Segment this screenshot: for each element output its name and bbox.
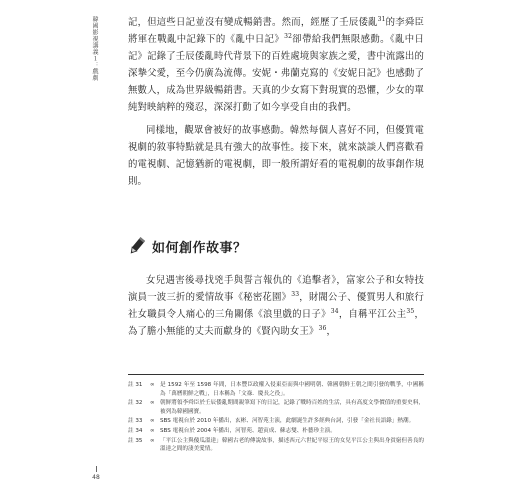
footnote-label: 註 32	[128, 400, 143, 407]
footnote-text: 「平江公主與傻瓜溫達」韓國古老的傳說故事，描述西元六世紀平原王的女兒平江公主與出身貧窮但善良的溫達之間的淒美愛情。	[160, 437, 424, 453]
section-title: 如何創作故事？	[152, 240, 247, 256]
running-head: 韓國影視講義１：戲劇	[91, 16, 98, 81]
footnote-text: 是 1592 年至 1598 年間，日本豐臣政權入侵東亞而與中國明朝、韓國朝鮮王朝之間引發的戰爭，中國稱為「萬曆朝鮮之戰」，日本稱為「文祿．慶長之役」。	[160, 382, 424, 397]
footnote-ref: 33	[291, 290, 300, 298]
page-number	[92, 466, 100, 481]
footnotes	[128, 381, 424, 455]
footnote-ref: 36	[318, 324, 327, 332]
footnote-label: 註 34	[128, 427, 143, 434]
footnote-mark: ∞	[150, 382, 155, 388]
footnote	[128, 381, 424, 398]
footnote-mark: ∞	[150, 427, 155, 434]
footnote-text: SBS 電視台於 2010 年播出，玄彬、河智苑主演，此劇誕生許多經典台詞，引發「金社長語錄」熱潮。	[160, 418, 415, 425]
footnote	[128, 427, 424, 436]
footnote-label: 註 33	[128, 418, 143, 425]
footnote-text: SBS 電視台於 2004 年播出，河智苑、趙寅成、蘇志燮、朴藝珍主演。	[160, 427, 336, 434]
paragraph: 記，但這些日記並沒有變成暢銷書。然而，經歷了壬辰倭亂$^{31}$的李舜臣將軍在戰亂中記錄下的《亂中日記》$^{32}$卻帶給我們無限感動。《亂中日記》記錄了壬辰倭亂時代背景下的百姓處境與家族之愛，書中流露出的深摯父愛，至今仍廣為流傳。安妮・弗蘭克寫的《安妮日記》也感動了無數人，成為世界級暢銷書。天真的少女寫下對現實的恐懼，少女的單純對映納粹的殘忍，深深打動了如今享受自由的我們。	[128, 15, 425, 113]
pencil-icon	[128, 236, 146, 256]
footnote-mark: ∞	[150, 437, 155, 444]
footnote	[128, 399, 424, 416]
footnote	[128, 417, 424, 426]
section-heading	[128, 234, 247, 258]
footnote-mark: ∞	[150, 400, 155, 407]
page-number-rule	[96, 466, 97, 472]
footnote	[128, 437, 424, 454]
footnote-ref: 32	[284, 32, 293, 40]
footnote-text: 朝鮮將領李舜臣於壬辰倭亂期間親筆寫下的日記，記錄了戰時百姓的生活，具有高度文學價值的重要史料，被列為韓國國寶。	[160, 400, 424, 415]
footnote-mark: ∞	[150, 418, 155, 425]
footnote-divider	[128, 374, 424, 375]
footnote-label: 註 31	[128, 382, 143, 388]
page-number-text: 48	[92, 474, 100, 481]
footnote-label: 註 35	[128, 437, 143, 444]
footnote-ref: 35	[406, 307, 415, 315]
body-text-bottom	[128, 272, 424, 340]
footnote-ref: 31	[377, 15, 386, 23]
footnote-ref: 34	[330, 307, 339, 315]
body-text-top	[128, 14, 424, 190]
paragraph: 同樣地，觀眾會被好的故事感動。韓然每個人喜好不同，但優質電視劇的敘事特點就是具有強大的故事性。接下來，就來談談人們喜歡看的電視劇、記憶猶新的電視劇，即一般所謂好看的電視劇的故事創作規則。	[128, 125, 424, 187]
paragraph: 女兒遇害後尋找兇手與誓言報仇的《追擊者》，富家公子和女特技演員一波三折的愛情故事《秘密花園》$^{33}$，財閥公子、優質男人和旅行社女職員令人痛心的三角關係《浪里戲的日子》$^{34}$，自稱平江公主$^{35}$，為了膽小無能的丈夫而獻身的《賢內助女王》$^{36}$，	[128, 275, 424, 337]
